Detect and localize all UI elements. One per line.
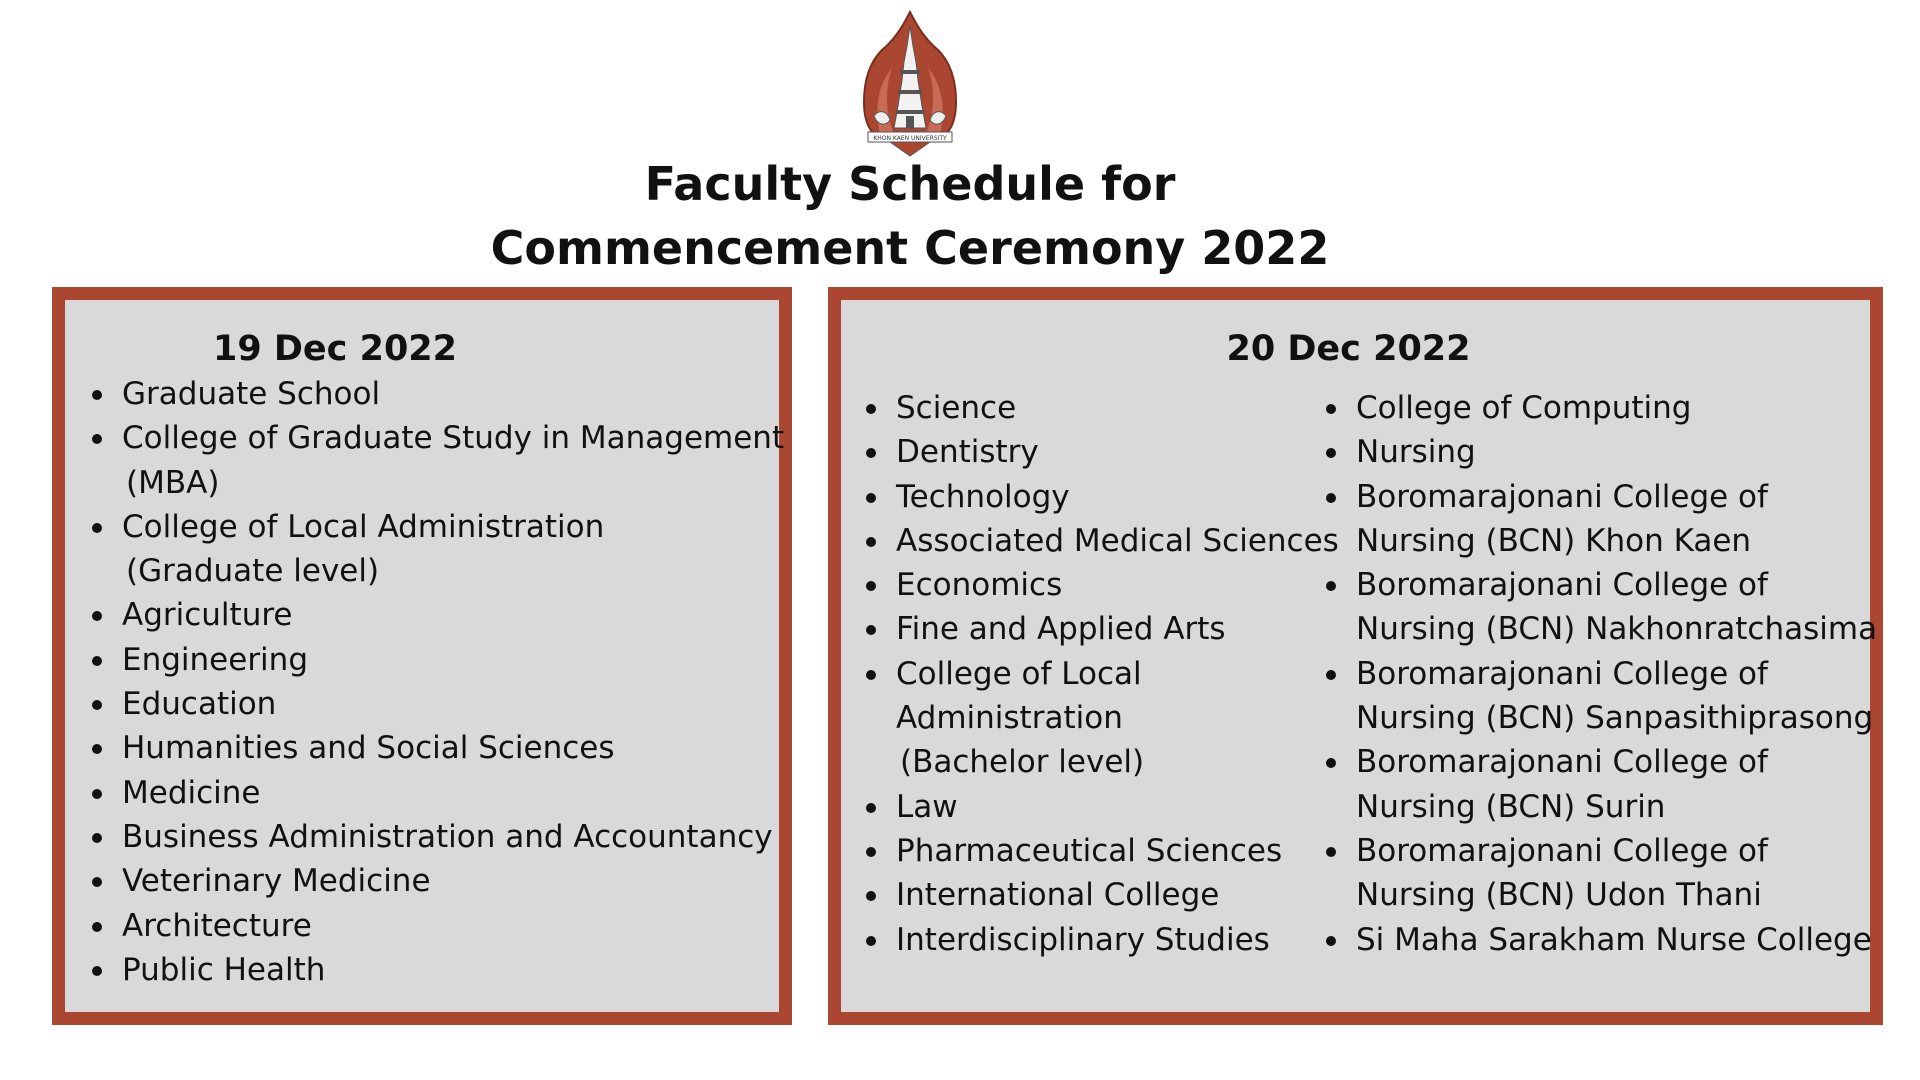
faculty-list-item (1313, 829, 1877, 918)
faculty-list-item (79, 726, 784, 770)
faculty-name-line: Nursing (BCN) Sanpasithiprasong (1356, 700, 1874, 737)
faculty-list-item (79, 771, 784, 815)
faculty-name-line: Nursing (BCN) Nakhonratchasima (1356, 611, 1878, 648)
faculty-list-item (1313, 475, 1877, 564)
faculty-name-line: Nursing (BCN) Udon Thani (1356, 877, 1762, 914)
faculty-name-line: Medicine (122, 774, 261, 811)
page-title (0, 152, 1820, 280)
faculty-name-line: Public Health (122, 951, 326, 988)
faculty-name-line: Science (896, 390, 1017, 426)
faculty-name-line: Graduate School (122, 376, 381, 412)
panel-date-heading: 20 Dec 2022 (1226, 329, 1471, 369)
faculty-name-line: Si Maha Sarakham Nurse College (1356, 921, 1872, 958)
faculty-list-20-dec-col1 (853, 386, 1339, 962)
faculty-list-item (1313, 740, 1877, 829)
page-title-line1: Faculty Schedule for (644, 157, 1176, 211)
faculty-list-item (853, 607, 1339, 651)
faculty-name-line: Engineering (122, 641, 308, 678)
page-title-line2: Commencement Ceremony 2022 (490, 221, 1330, 275)
faculty-name-line: (MBA) (126, 464, 220, 501)
faculty-list-item (79, 638, 784, 682)
faculty-list-item (1313, 652, 1877, 741)
faculty-name-line: Boromarajonani College of (1356, 832, 1768, 869)
faculty-name-line: Boromarajonani College of (1356, 744, 1768, 781)
faculty-list-item (853, 785, 1339, 829)
faculty-list-item (853, 475, 1339, 519)
faculty-list-item (79, 948, 784, 992)
faculty-list-item (1313, 918, 1877, 962)
faculty-list-item (1313, 563, 1877, 652)
faculty-list-item (853, 829, 1339, 873)
faculty-name-line: Economics (896, 567, 1063, 604)
faculty-name-line: Nursing (1356, 434, 1476, 471)
university-seal-icon (860, 10, 960, 158)
faculty-list-19-dec (79, 372, 784, 992)
panel-date-heading: 19 Dec 2022 (212, 329, 458, 369)
faculty-name-line: College of Local (896, 655, 1142, 692)
faculty-name-line: Fine and Applied Arts (896, 611, 1226, 648)
faculty-name-line: Architecture (122, 907, 312, 944)
faculty-list-item (79, 416, 784, 505)
faculty-list-item (1313, 430, 1877, 474)
faculty-name-line: Boromarajonani College of (1356, 567, 1768, 604)
schedule-panel-20-dec (828, 287, 1883, 1025)
faculty-name-line: Dentistry (896, 434, 1039, 471)
faculty-list-item (79, 815, 784, 859)
faculty-name-line: Boromarajonani College of (1356, 655, 1768, 692)
faculty-name-line: Nursing (BCN) Khon Kaen (1356, 522, 1752, 559)
faculty-name-line: Agriculture (122, 597, 293, 634)
seal-caption: KHON KAEN UNIVERSITY (873, 135, 947, 142)
faculty-list-item (79, 593, 784, 637)
faculty-list-item (853, 519, 1339, 563)
faculty-list-item (79, 682, 784, 726)
faculty-name-line: Associated Medical Sciences (896, 522, 1339, 559)
faculty-list-item (1313, 386, 1877, 430)
faculty-list-item (853, 430, 1339, 474)
faculty-list-item (79, 904, 784, 948)
faculty-name-line: Nursing (BCN) Surin (1356, 788, 1666, 825)
faculty-list-item (853, 873, 1339, 917)
faculty-name-line: (Graduate level) (126, 553, 380, 590)
faculty-name-line: Pharmaceutical Sciences (896, 832, 1283, 869)
faculty-name-line: Education (122, 686, 277, 723)
faculty-name-line: (Bachelor level) (900, 744, 1145, 781)
faculty-name-line: Business Administration and Accountancy (122, 818, 773, 855)
faculty-name-line: College of Local Administration (122, 508, 605, 545)
faculty-name-line: Administration (896, 700, 1123, 737)
faculty-name-line: Law (896, 788, 958, 825)
faculty-name-line: Boromarajonani College of (1356, 478, 1768, 515)
faculty-list-item (79, 372, 784, 416)
faculty-list-item (79, 859, 784, 903)
faculty-list-item (853, 386, 1339, 430)
faculty-list-20-dec-col2 (1313, 386, 1877, 962)
schedule-panel-19-dec (52, 287, 792, 1025)
faculty-name-line: Interdisciplinary Studies (896, 921, 1270, 958)
faculty-name-line: International College (896, 877, 1220, 914)
faculty-list-item (853, 918, 1339, 962)
faculty-name-line: Technology (896, 478, 1070, 515)
faculty-list-item (79, 505, 784, 594)
faculty-name-line: College of Graduate Study in Management (122, 420, 785, 457)
faculty-list-item (853, 652, 1339, 785)
faculty-name-line: College of Computing (1356, 390, 1692, 426)
faculty-list-item (853, 563, 1339, 607)
faculty-name-line: Veterinary Medicine (122, 863, 431, 900)
faculty-name-line: Humanities and Social Sciences (122, 730, 615, 767)
